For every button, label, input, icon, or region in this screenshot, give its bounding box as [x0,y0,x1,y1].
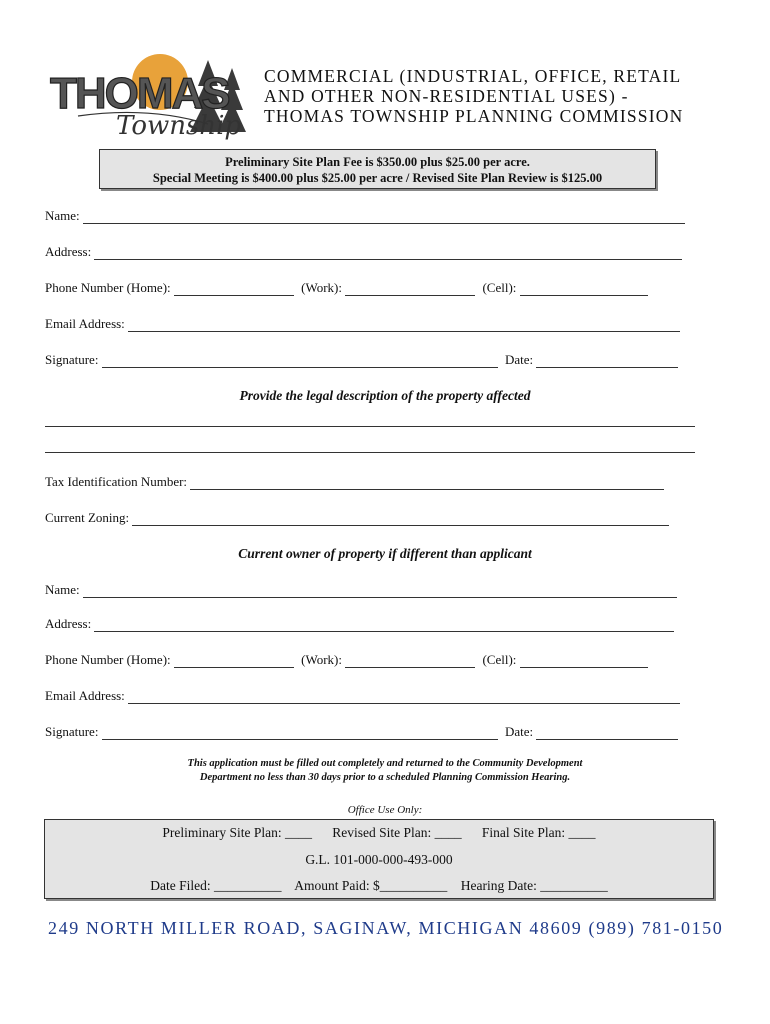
submission-notice [45,757,725,785]
applicant-date-field[interactable] [536,355,678,368]
owner-signature-field[interactable] [102,727,498,740]
title-line-1: COMMERCIAL (INDUSTRIAL, OFFICE, RETAIL [264,66,682,86]
applicant-name-label: Name: [45,208,80,223]
owner-email-field[interactable] [128,691,680,704]
owner-signature-label: Signature: [45,724,99,739]
notice-line-1: This application must be filled out completely and returned to the Community Development [187,758,583,769]
applicant-phone-home-label: Phone Number (Home): [45,280,171,295]
office-row-dates [45,878,713,894]
zoning-field[interactable] [132,513,669,526]
owner-name-label: Name: [45,582,80,597]
office-revised-site-plan: Revised Site Plan: ____ [332,825,462,840]
office-gl-number: G.L. 101-000-000-493-000 [305,852,453,867]
office-amount-paid: Amount Paid: $__________ [294,878,448,893]
thomas-township-logo [48,46,248,146]
office-row-plans [45,825,713,841]
applicant-email-row [45,316,684,332]
tax-id-row [45,474,668,490]
owner-phone-work-label: (Work): [301,652,342,667]
owner-phone-row [45,652,652,668]
owner-address-field[interactable] [94,619,674,632]
applicant-signature-label: Signature: [45,352,99,367]
applicant-signature-row [45,352,682,368]
applicant-name-row [45,208,689,224]
applicant-address-label: Address: [45,244,92,259]
owner-date-label: Date: [504,724,534,739]
owner-phone-work-field[interactable] [345,655,475,668]
logo-word-township: Township [116,111,242,141]
owner-address-row [45,616,678,632]
applicant-phone-row [45,280,652,296]
applicant-phone-work-field[interactable] [345,283,475,296]
owner-name-row [45,582,681,598]
owner-phone-home-field[interactable] [174,655,294,668]
title-line-2: AND OTHER NON-RESIDENTIAL USES) - [264,86,629,106]
tax-id-label: Tax Identification Number: [45,474,188,489]
office-final-site-plan: Final Site Plan: ____ [481,825,596,840]
owner-phone-cell-label: (Cell): [482,652,517,667]
applicant-address-row [45,244,686,260]
office-hearing-date: Hearing Date: __________ [460,878,608,893]
footer-address: 249 NORTH MILLER ROAD, SAGINAW, MICHIGAN 48609 (989) 781-0150 [48,918,724,938]
applicant-phone-work-label: (Work): [301,280,342,295]
applicant-address-field[interactable] [94,247,682,260]
fee-line-1: Preliminary Site Plan Fee is $350.00 plus $25.00 per acre. [225,155,530,169]
zoning-row [45,510,673,526]
office-use-box [44,819,714,899]
owner-heading: Current owner of property if different than applicant [238,546,532,561]
owner-phone-home-label: Phone Number (Home): [45,652,171,667]
owner-signature-row [45,724,682,740]
applicant-phone-home-field[interactable] [174,283,294,296]
owner-name-field[interactable] [83,585,677,598]
applicant-phone-cell-field[interactable] [520,283,648,296]
owner-address-label: Address: [45,616,92,631]
notice-line-2: Department no less than 30 days prior to a scheduled Planning Commission Hearing. [199,772,571,783]
zoning-label: Current Zoning: [45,510,130,525]
applicant-email-field[interactable] [128,319,680,332]
owner-email-label: Email Address: [45,688,125,703]
fee-line-2: Special Meeting is $400.00 plus $25.00 per acre / Revised Site Plan Review is $125.00 [152,171,603,185]
applicant-date-label: Date: [504,352,534,367]
owner-phone-cell-field[interactable] [520,655,648,668]
legal-description-heading: Provide the legal description of the property affected [239,388,531,403]
owner-date-field[interactable] [536,727,678,740]
applicant-phone-cell-label: (Cell): [482,280,517,295]
logo-word-thomas: THOMAS [50,69,229,118]
owner-email-row [45,688,684,704]
office-prelim-site-plan: Preliminary Site Plan: ____ [162,825,313,840]
office-use-label: Office Use Only: [347,804,423,816]
applicant-email-label: Email Address: [45,316,125,331]
title-line-3: THOMAS TOWNSHIP PLANNING COMMISSION [264,106,684,126]
fee-box [99,149,656,189]
legal-description-line-2[interactable] [45,452,695,453]
legal-description-line-1[interactable] [45,426,695,427]
applicant-name-field[interactable] [83,211,685,224]
office-date-filed: Date Filed: __________ [150,878,282,893]
tax-id-field[interactable] [190,477,664,490]
form-title [264,66,734,126]
applicant-signature-field[interactable] [102,355,498,368]
